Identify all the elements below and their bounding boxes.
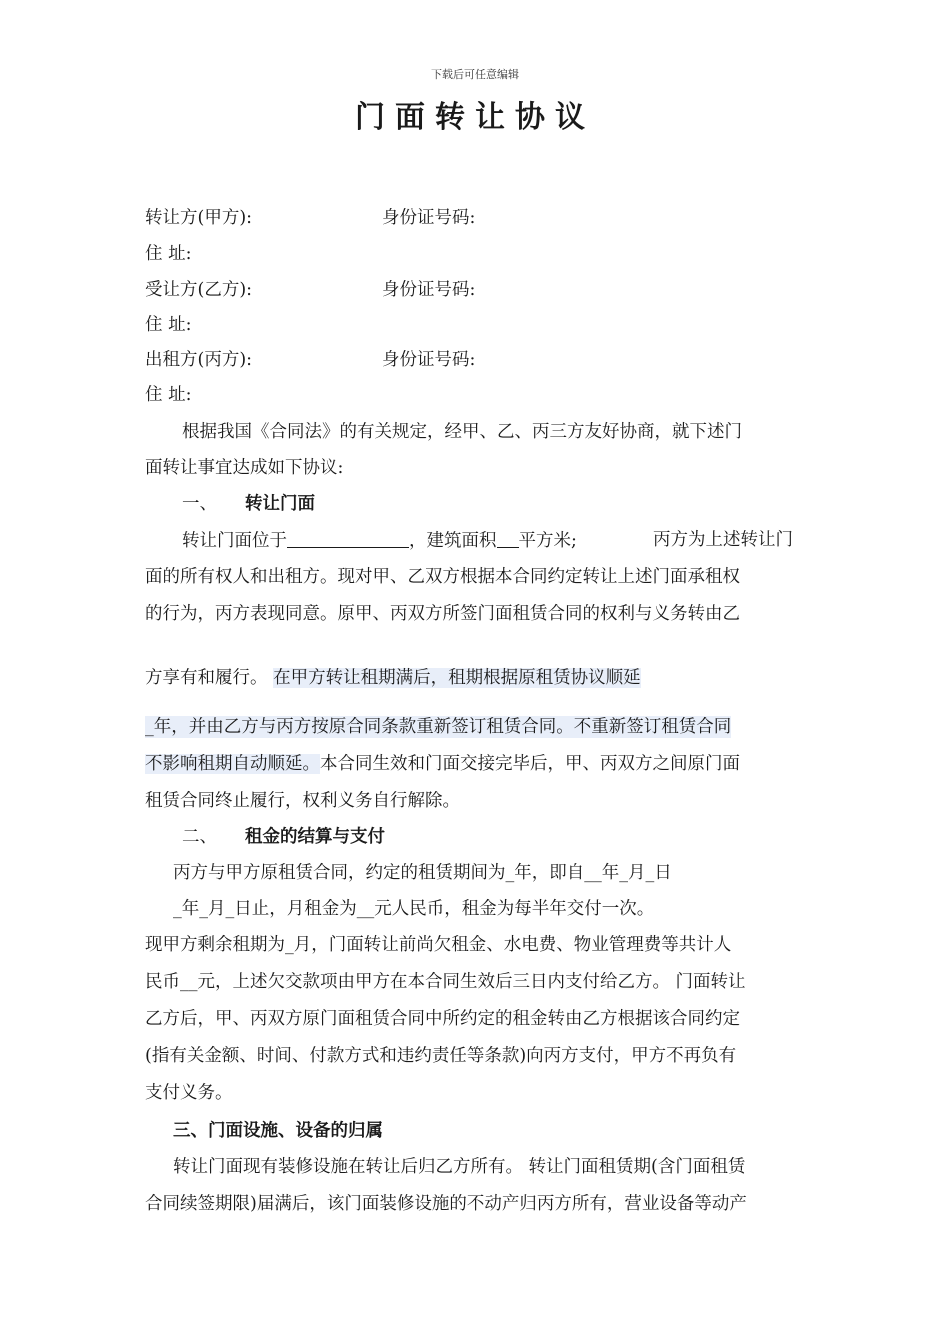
lessor-label: 出租方(丙方):: [145, 350, 253, 370]
intro-line-2: 面转让事宜达成如下协议:: [145, 458, 344, 478]
section-2-line-1: 丙方与甲方原租赁合同，约定的租赁期间为_年，即自__年_月_日: [173, 863, 672, 883]
section-1-line-6b: 本合同生效和门面交接完毕后，甲、丙双方之间原门面: [320, 754, 740, 774]
section-1-line-1: [182, 529, 577, 552]
section-1-line-1-tail: 丙方为上述转让门: [653, 530, 793, 550]
section-1-line-4b: 在甲方转让租期满后，租期根据原租赁协议顺延: [273, 668, 641, 688]
section-2-line-6: (指有关金额、时间、付款方式和违约责任等条款)向丙方支付，甲方不再负有: [145, 1046, 737, 1066]
section-2-line-7: 支付义务。: [145, 1083, 233, 1103]
section-1-line-6: [145, 753, 740, 775]
intro-line-1: 根据我国《合同法》的有关规定，经甲、乙、丙三方友好协商，就下述门: [182, 422, 742, 442]
section-1-line-4a: 方享有和履行。: [145, 668, 268, 688]
lessor-id-label: 身份证号码:: [382, 350, 476, 370]
section-3-line-2: 合同续签期限)届满后，该门面装修设施的不动产归丙方所有，营业设备等动产: [145, 1194, 747, 1214]
section-2-line-2: _年_月_日止，月租金为__元人民币，租金为每半年交付一次。: [173, 899, 655, 919]
section-1-line-6a: 不影响租期自动顺延。: [145, 754, 320, 774]
section-1-line-5: _年，并由乙方与丙方按原合同条款重新签订租赁合同。不重新签订租赁合同: [145, 717, 732, 737]
transferor-id-label: 身份证号码:: [382, 208, 476, 228]
section-1-line-3: 的行为，丙方表现同意。原甲、丙双方所签门面租赁合同的权利与义务转由乙: [145, 604, 740, 624]
transferee-address-label: 住 址:: [145, 315, 192, 335]
section-2-line-5: 乙方后，甲、丙双方原门面租赁合同中所约定的租金转由乙方根据该合同约定: [145, 1009, 740, 1029]
transferee-id-label: 身份证号码:: [382, 280, 476, 300]
section-1-number: 一、: [182, 494, 217, 514]
area-unit: 平方米;: [518, 531, 577, 551]
section-2-line-4: 民币__元，上述欠交款项由甲方在本合同生效后三日内支付给乙方。 门面转让: [145, 972, 746, 992]
area-text: ，建筑面积: [409, 531, 497, 551]
section-2-line-3: 现甲方剩余租期为_月，门面转让前尚欠租金、水电费、物业管理费等共计人: [145, 935, 732, 955]
section-2-heading: 租金的结算与支付: [245, 827, 385, 847]
area-blank: [497, 529, 519, 548]
section-3-line-1: 转让门面现有装修设施在转让后归乙方所有。 转让门面租赁期(含门面租赁: [173, 1157, 746, 1177]
transferee-label: 受让方(乙方):: [145, 280, 253, 300]
section-1-line-7: 租赁合同终止履行，权利义务自行解除。: [145, 791, 460, 811]
lessor-address-label: 住 址:: [145, 385, 192, 405]
transferor-label: 转让方(甲方):: [145, 208, 253, 228]
section-1-line-4: [145, 667, 641, 689]
document-title: 门面转让协议: [355, 100, 595, 135]
section-1-line-2: 面的所有权人和出租方。现对甲、乙双方根据本合同约定转让上述门面承租权: [145, 567, 740, 587]
section-1-heading: 转让门面: [245, 494, 315, 514]
header-note: 下载后可任意编辑: [431, 68, 519, 81]
section-2-number: 二、: [182, 827, 217, 847]
location-text: 转让门面位于: [182, 531, 287, 551]
location-blank: [287, 529, 409, 548]
transferor-address-label: 住 址:: [145, 244, 192, 264]
section-3-heading: 三、门面设施、设备的归属: [173, 1121, 383, 1141]
